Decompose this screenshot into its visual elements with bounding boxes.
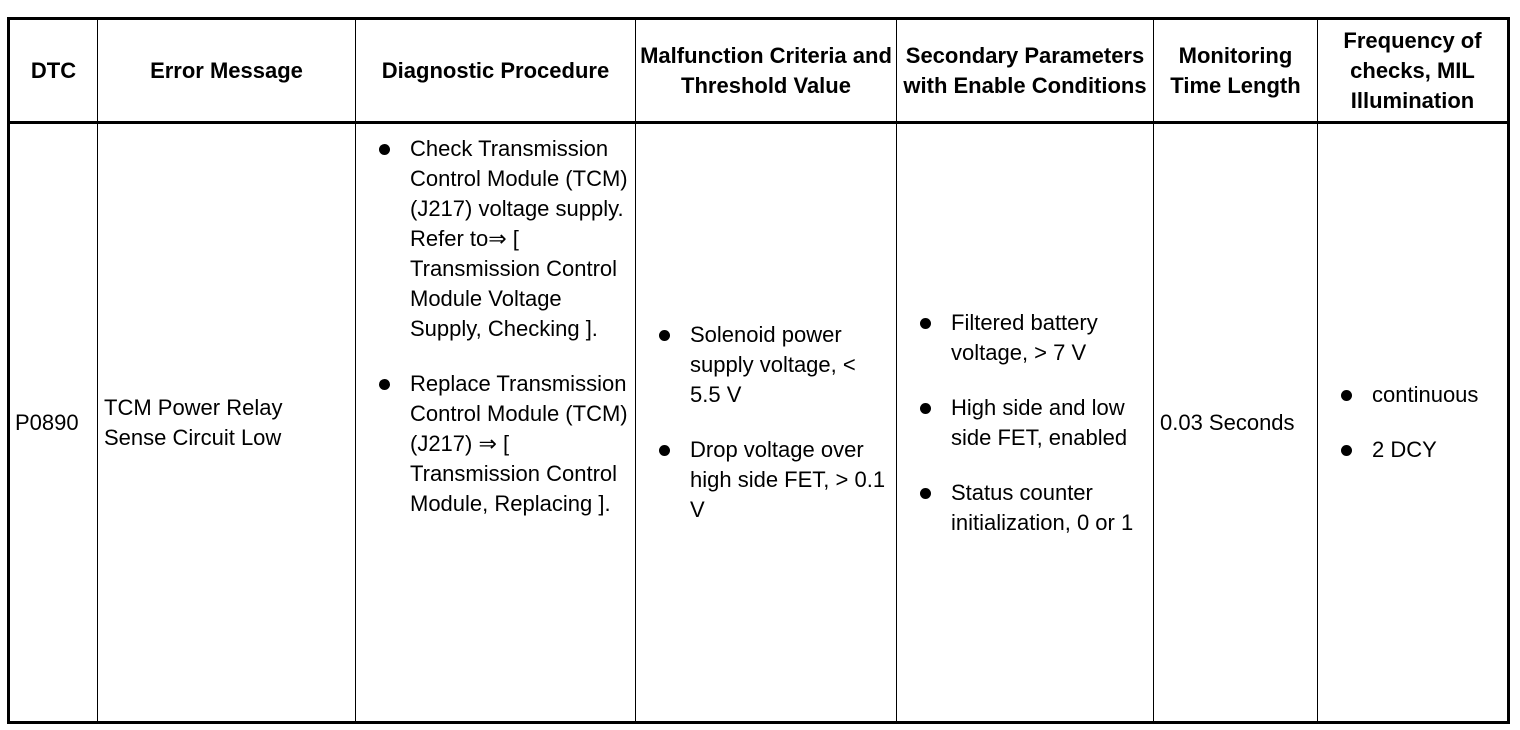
bullet-icon [659, 445, 670, 456]
criteria-item [642, 435, 890, 525]
frequency-item-text: continuous [1372, 382, 1479, 407]
bullet-icon [379, 144, 390, 155]
bullet-icon [659, 330, 670, 341]
cell-monitoring-time: 0.03 Seconds [1154, 123, 1318, 723]
procedure-item-text: Replace Transmission Control Module (TCM) (J217) ⇒ [ Transmission Control Module, Replacing ]. [410, 371, 628, 516]
frequency-list [1324, 380, 1501, 465]
frequency-item-text: 2 DCY [1372, 437, 1437, 462]
criteria-item-text: Solenoid power supply voltage, < 5.5 V [690, 322, 856, 407]
bullet-icon [1341, 390, 1352, 401]
parameter-item [903, 393, 1147, 453]
bullet-icon [1341, 445, 1352, 456]
procedure-item [362, 369, 629, 519]
bullet-icon [920, 488, 931, 499]
criteria-list [642, 320, 890, 525]
table-row [9, 123, 1509, 723]
parameter-item-text: High side and low side FET, enabled [951, 394, 1128, 450]
header-error-message: Error Message [98, 19, 356, 123]
header-monitoring-time: Monitoring Time Length [1154, 19, 1318, 123]
bullet-icon [920, 403, 931, 414]
procedure-item-text: Check Transmission Control Module (TCM) (J217) voltage supply. Refer to⇒ [ Transmission Control Module Voltage Supply, Checking ]. [410, 136, 628, 341]
frequency-item [1324, 435, 1501, 465]
cell-secondary-parameters [897, 123, 1154, 723]
cell-malfunction-criteria [636, 123, 897, 723]
criteria-item-text: Drop voltage over high side FET, > 0.1 V [690, 437, 886, 522]
bullet-icon [920, 318, 931, 329]
bullet-icon [379, 379, 390, 390]
header-diagnostic-procedure: Diagnostic Procedure [356, 19, 636, 123]
dtc-table [7, 17, 1510, 724]
parameter-item-text: Status counter initialization, 0 or 1 [951, 479, 1134, 535]
procedure-item [362, 134, 629, 344]
cell-diagnostic-procedure [356, 123, 636, 723]
parameter-item [903, 308, 1147, 368]
header-secondary-parameters: Secondary Parameters with Enable Conditions [897, 19, 1154, 123]
criteria-item [642, 320, 890, 410]
parameter-item-text: Filtered battery voltage, > 7 V [951, 309, 1098, 365]
cell-error-message: TCM Power Relay Sense Circuit Low [98, 123, 356, 723]
parameters-list [903, 308, 1147, 538]
header-malfunction-criteria: Malfunction Criteria and Threshold Value [636, 19, 897, 123]
table-body [9, 123, 1509, 723]
table-header [9, 19, 1509, 123]
header-row [9, 19, 1509, 123]
header-dtc: DTC [9, 19, 98, 123]
cell-frequency [1318, 123, 1509, 723]
frequency-item [1324, 380, 1501, 410]
procedure-list [362, 134, 629, 519]
cell-dtc-code: P0890 [9, 123, 98, 723]
parameter-item [903, 478, 1147, 538]
header-frequency: Frequency of checks, MIL Illumination [1318, 19, 1509, 123]
